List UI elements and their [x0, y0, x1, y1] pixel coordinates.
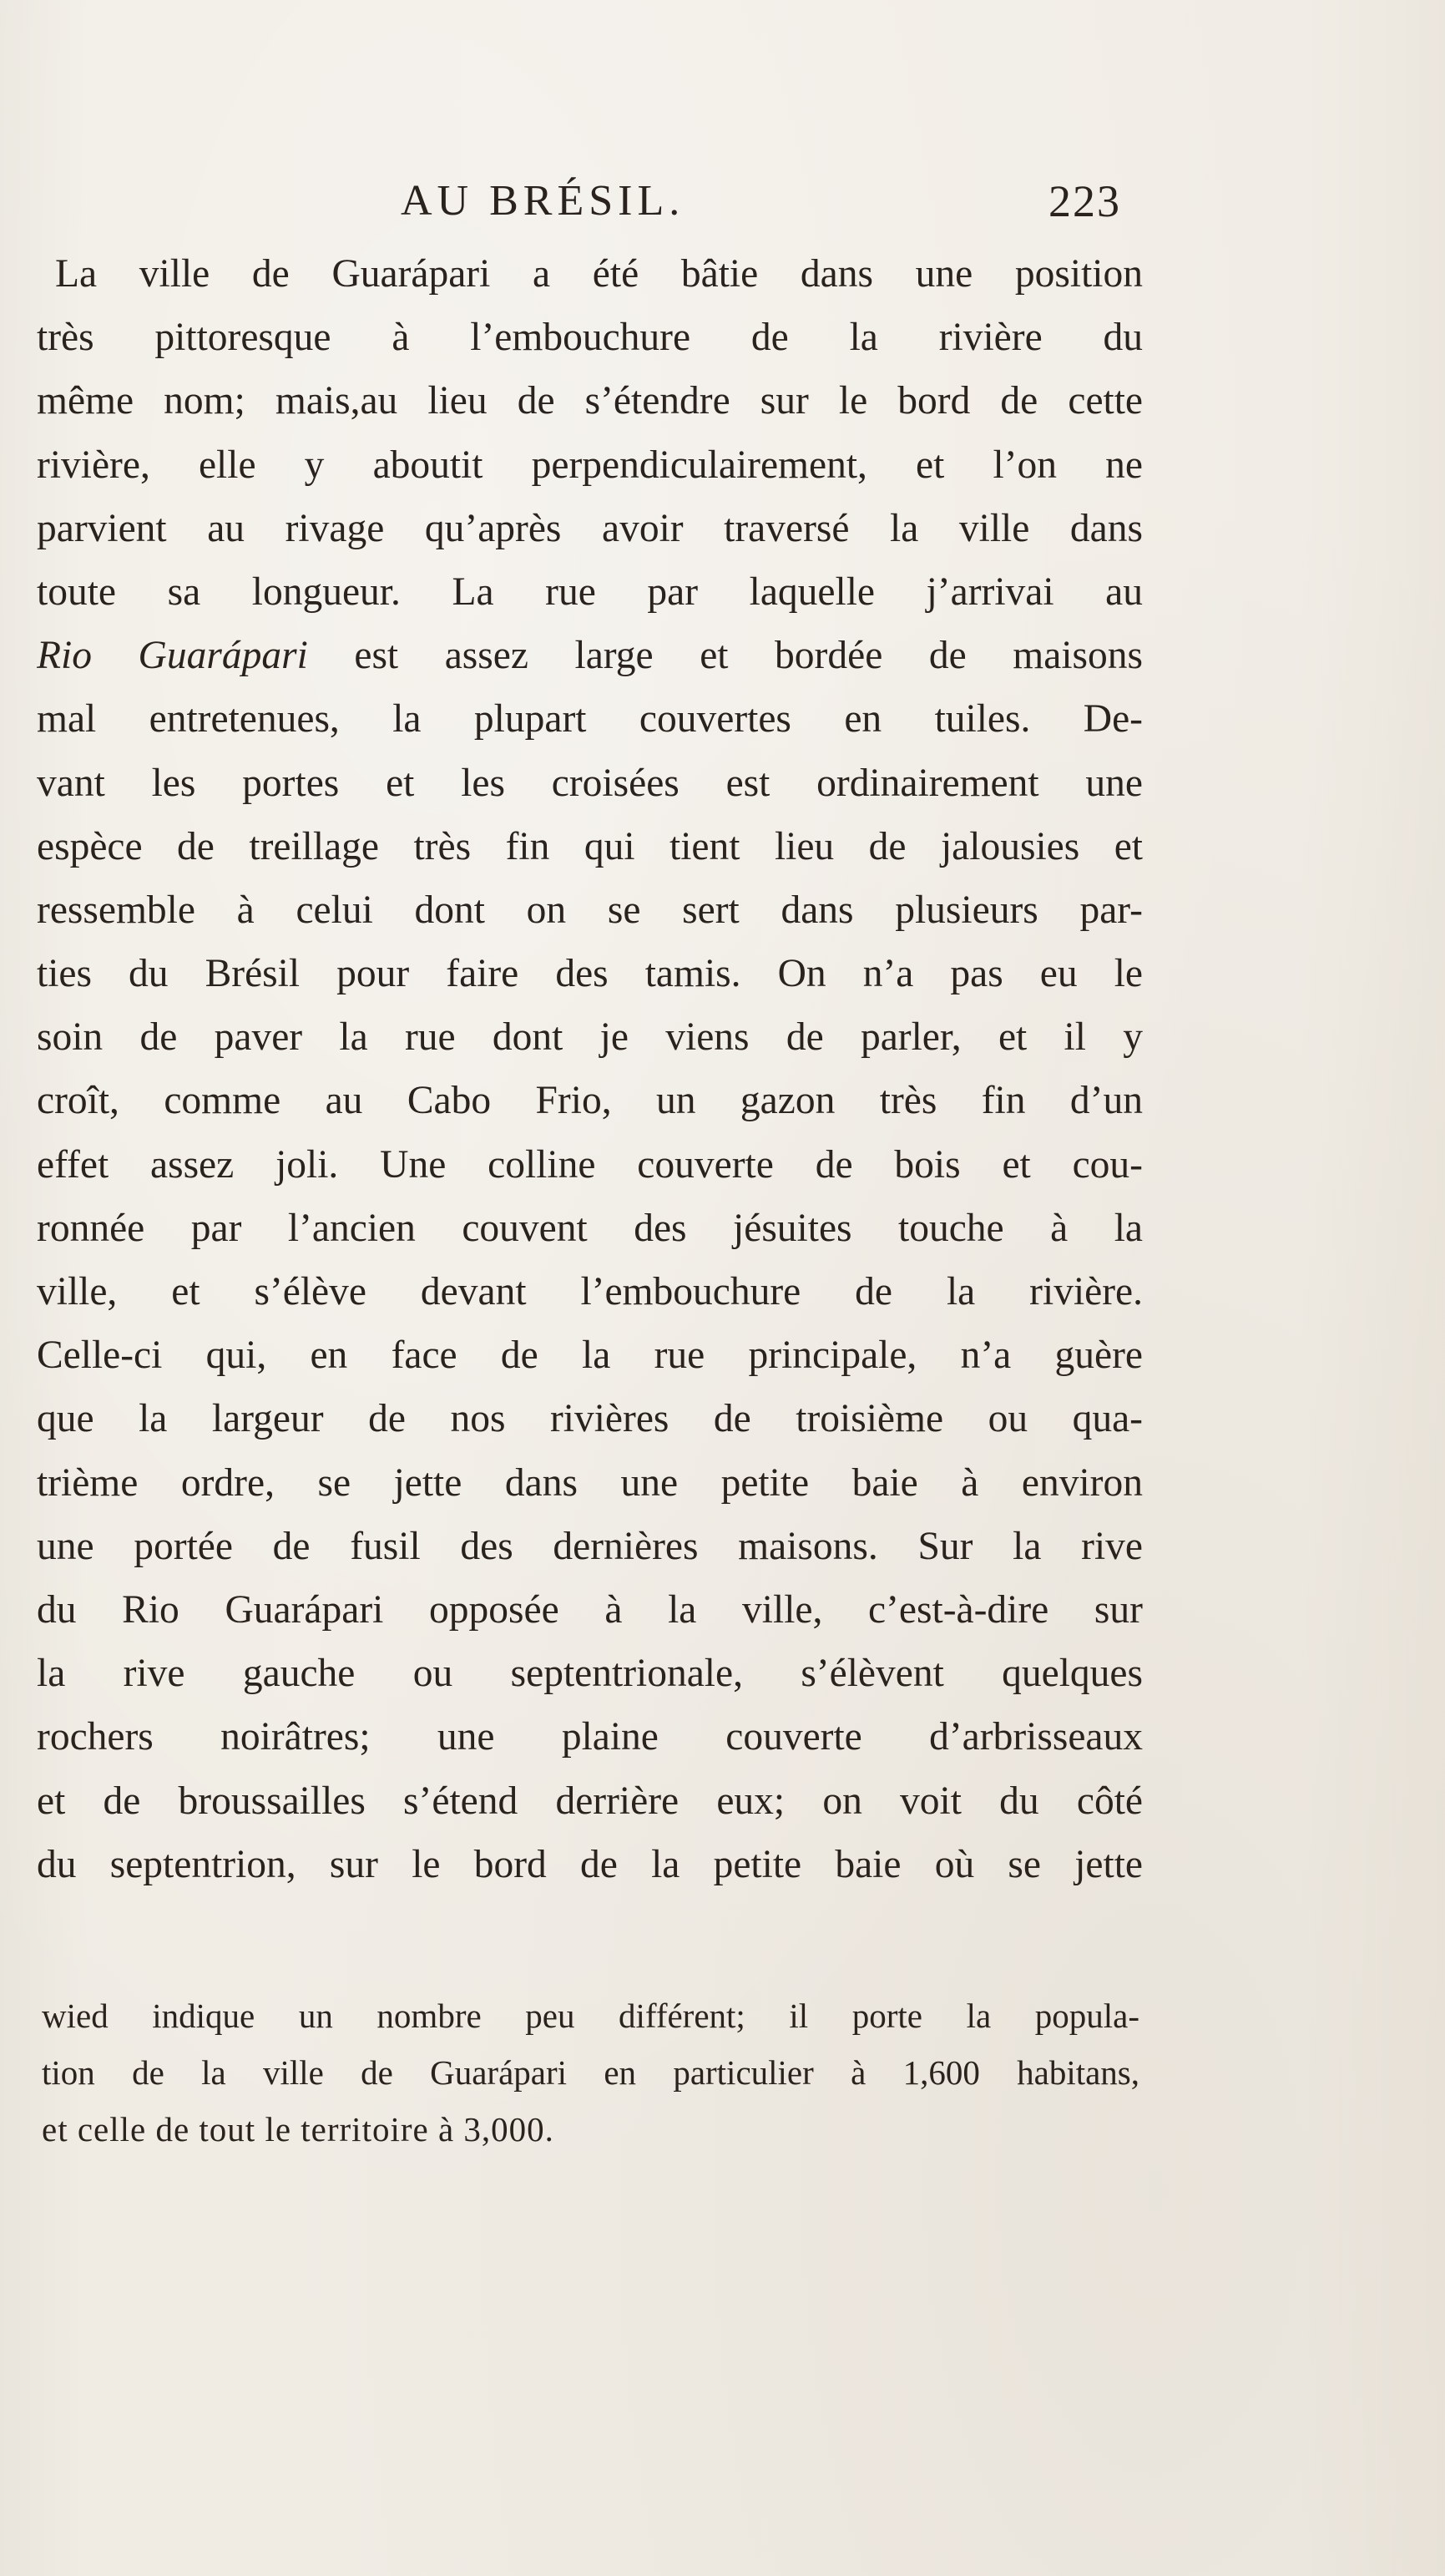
text-line: effet assez joli. Une colline couverte de bois et cou-: [37, 1142, 1143, 1187]
text-line: toute sa longueur. La rue par laquelle j’arrivai au: [37, 569, 1143, 614]
text-line: la rive gauche ou septentrionale, s’élèvent quelques: [37, 1652, 1143, 1696]
text-line: très pittoresque à l’embouchure de la rivière du: [37, 316, 1143, 360]
text-line: Rio Guarápari est assez large et bordée de maisons: [37, 634, 1143, 678]
text-line: du septentrion, sur le bord de la petite baie où se jette: [37, 1842, 1143, 1886]
footnote-line: wied indique un nombre peu différent; il porte la popula-: [42, 1997, 1139, 2035]
text-line: que la largeur de nos rivières de troisième ou qua-: [37, 1397, 1143, 1441]
text-line: mal entretenues, la plupart couvertes en tuiles. De-: [37, 697, 1143, 741]
text-line: soin de paver la rue dont je viens de parler, et il y: [37, 1015, 1143, 1060]
footnote: [42, 1987, 1139, 2158]
italic-place-name: Rio Guarápari: [37, 634, 308, 678]
text-line: ronnée par l’ancien couvent des jésuites touche à la: [37, 1206, 1143, 1250]
text-line: même nom; mais,au lieu de s’étendre sur le bord de cette: [37, 379, 1143, 423]
text-line: rochers noirâtres; une plaine couverte d’arbrisseaux: [37, 1715, 1143, 1759]
text-line: trième ordre, se jette dans une petite baie à environ: [37, 1460, 1143, 1505]
text-line: ties du Brésil pour faire des tamis. On n’a pas eu le: [37, 952, 1143, 996]
text-line: Celle-ci qui, en face de la rue principale, n’a guère: [37, 1334, 1143, 1378]
text-line: La ville de Guarápari a été bâtie dans une position: [55, 252, 1143, 296]
text-line: ville, et s’élève devant l’embouchure de la rivière.: [37, 1270, 1143, 1313]
text-line: et de broussailles s’étend derrière eux; on voit du côté: [37, 1779, 1143, 1823]
text-line: parvient au rivage qu’après avoir traversé la ville dans: [37, 506, 1143, 550]
text-line: ressemble à celui dont on se sert dans plusieurs par-: [37, 888, 1143, 932]
footnote-line: tion de la ville de Guarápari en particulier à 1,600 habitans,: [42, 2053, 1139, 2092]
text-line: du Rio Guarápari opposée à la ville, c’est-à-dire sur: [37, 1587, 1143, 1632]
page-header: [0, 172, 1445, 230]
text-line: une portée de fusil des dernières maisons. Sur la rive: [37, 1524, 1143, 1568]
page-number: 223: [1048, 176, 1121, 226]
footnote-line: et celle de tout le territoire à 3,000.: [42, 2110, 554, 2148]
text-line: croît, comme au Cabo Frio, un gazon très fin d’un: [37, 1079, 1143, 1123]
text-line: rivière, elle y aboutit perpendiculairement, et l’on ne: [37, 443, 1143, 487]
main-text: [37, 242, 1143, 1896]
text-line: espèce de treillage très fin qui tient lieu de jalousies et: [37, 824, 1143, 868]
text-line: vant les portes et les croisées est ordinairement une: [37, 761, 1143, 805]
running-head: AU BRÉSIL.: [401, 177, 685, 225]
